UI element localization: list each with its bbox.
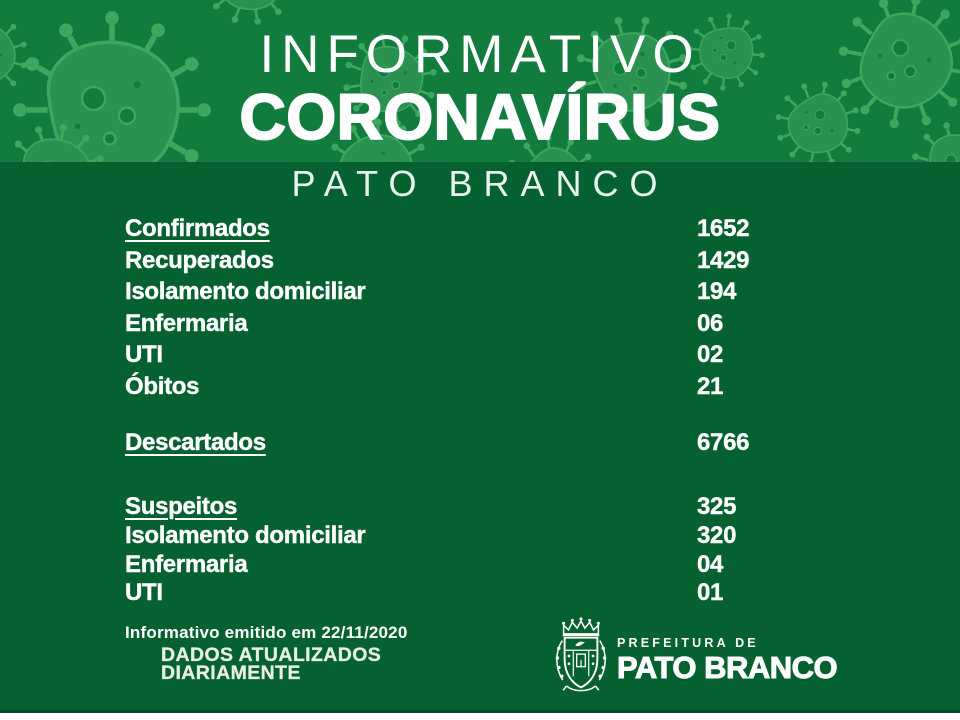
updated-daily-line1: DADOS ATUALIZADOS [161, 644, 382, 666]
stat-value: 6766 [697, 429, 750, 456]
issued-date-text: Informativo emitido em 22/11/2020 [125, 623, 408, 642]
logo-city-text: PATO BRANCO [617, 650, 838, 685]
stat-value: 325 [697, 493, 737, 520]
stat-value: 1429 [697, 246, 750, 274]
stat-label: Suspeitos [125, 493, 237, 520]
updated-daily-text [161, 646, 381, 682]
stat-row-enfermaria [125, 310, 840, 342]
stat-label: Descartados [125, 429, 266, 456]
stat-row-recuperados [125, 247, 840, 279]
stat-value: 194 [697, 278, 737, 305]
stat-value: 02 [697, 341, 724, 368]
stat-label: Enfermaria [125, 550, 248, 578]
stat-row-confirmados [125, 215, 840, 247]
stat-value: 06 [697, 309, 724, 337]
coat-of-arms-icon [554, 615, 608, 699]
stat-row-obitos [125, 373, 840, 405]
suspects-stats-block [125, 493, 840, 608]
stat-label: Enfermaria [125, 309, 248, 337]
stat-row-suspeitos [125, 493, 840, 522]
confirmed-stats-block [125, 215, 840, 404]
stat-value: 1652 [697, 215, 750, 242]
stat-label: Óbitos [125, 372, 200, 400]
bulletin-title-line2: CORONAVÍRUS [239, 81, 721, 153]
stat-row-uti-suspeitos [125, 579, 840, 608]
stat-label: UTI [125, 341, 163, 368]
logo-text [617, 615, 837, 683]
stat-label: Recuperados [125, 246, 274, 274]
stat-row-descartados [125, 429, 960, 461]
stat-label: Isolamento domiciliar [125, 521, 366, 549]
stat-value: 04 [697, 550, 724, 578]
stat-row-enfermaria-suspeitos [125, 551, 840, 580]
bulletin-title-line1: INFORMATIVO [259, 25, 701, 84]
stat-label: UTI [125, 579, 163, 607]
stat-row-isolamento-domiciliar [125, 278, 840, 310]
stat-label: Confirmados [125, 215, 270, 242]
stat-value: 21 [697, 372, 724, 400]
city-hall-logo [554, 615, 837, 699]
stat-row-uti [125, 341, 840, 373]
stat-value: 320 [697, 521, 737, 549]
city-subtitle: PATO BRANCO [291, 163, 669, 204]
logo-prefeitura-text: PREFEITURA DE [617, 636, 759, 650]
stat-label: Isolamento domiciliar [125, 278, 366, 305]
stat-row-isolamento-domiciliar-suspeitos [125, 522, 840, 551]
stat-value: 01 [697, 579, 724, 607]
updated-daily-line2: DIARIAMENTE [161, 662, 301, 684]
